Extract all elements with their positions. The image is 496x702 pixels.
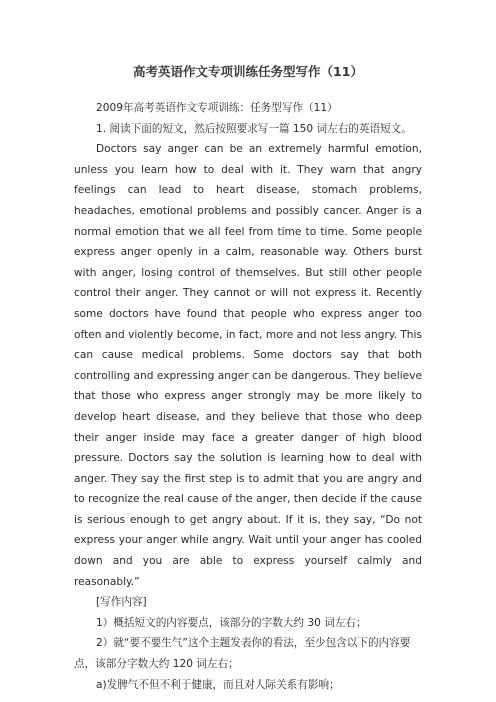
subtitle-paragraph: 2009年高考英语作文专项训练：任务型写作（11） — [96, 102, 338, 114]
passage-paragraph: Doctors say anger can be an extremely harmful emotion, unless you learn how to deal with it. They warn that angry feelings can lead to heart disease, stomach problems, headaches, emotional problems and possibly cancer. Anger is a normal emotion that we all feel from time to time. Some people express anger openly in a calm, reasonable way. Others burst with anger, losing control of themselves. But still other people control their anger. They cannot or will not express it. Recently some doctors have found that people who express anger too often and violently become, in fact, more and not less angry. This can cause medical problems. Some doctors say that both controlling and expressing anger can be dangerous. They believe that those who express anger strongly may be more likely to develop heart disease, and they believe that those who deep their anger inside may face a greater danger of high blood pressure. Doctors say the solution is learning how to deal with anger. They say the first step is to admit that you are angry and to recognize the real cause of the anger, then decide if the cause is serious enough to get angry about. If it is, they say, “Do not express your anger while angry. Wait until your anger has cooled down and you are able to express yourself calmly and reasonably.” — [74, 143, 422, 588]
requirement-item-2: 2）就“要不要生气”这个主题发表你的看法，至少包含以下的内容要点，该部分字数大约 120 词左右； — [74, 637, 411, 671]
document-title: 高考英语作文专项训练任务型写作（11） — [133, 64, 363, 79]
requirement-subitem-a: a)发脾气不但不利于健康，而且对人际关系有影响； — [96, 678, 340, 691]
requirement-item-1: 1）概括短文的内容要点，该部分的字数大约 30 词左右； — [96, 616, 367, 629]
instruction-paragraph: 1. 阅读下面的短文，然后按照要求写一篇 150 词左右的英语短文。 — [96, 122, 412, 135]
section-heading: [写作内容] — [96, 596, 147, 609]
